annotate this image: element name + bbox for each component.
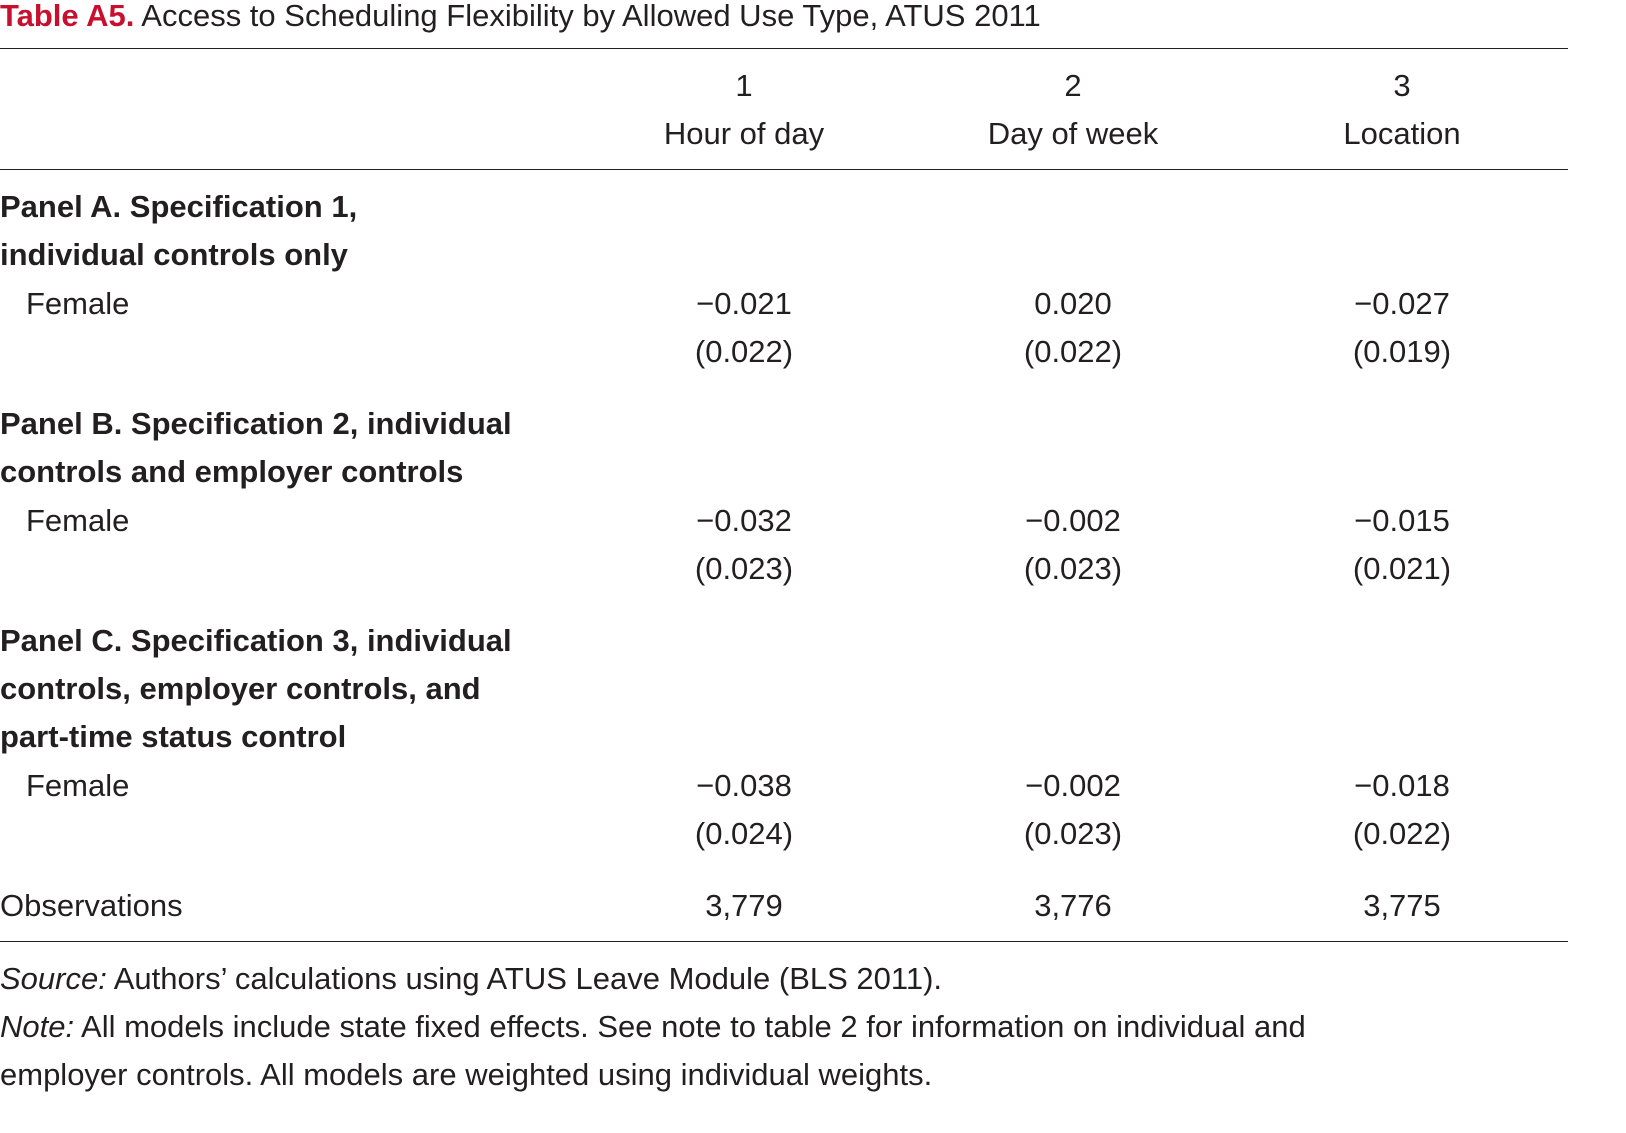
panel-b-se-3: (0.021) [1352, 551, 1452, 586]
table-title-label: Table A5. [0, 0, 135, 33]
observations-1: 3,779 [705, 888, 783, 923]
observations-2: 3,776 [1034, 888, 1112, 923]
observations-label: Observations [0, 888, 183, 923]
observations-3: 3,775 [1363, 888, 1441, 923]
source-note-text: Authors’ calculations using ATUS Leave Module (BLS 2011). [106, 961, 943, 996]
panel-a-se-3: (0.019) [1352, 334, 1452, 369]
column-1-number: 1 [735, 68, 753, 103]
column-2-number: 2 [1064, 68, 1082, 103]
panel-c-heading-line-3: part-time status control [0, 719, 347, 754]
general-note-line-2: employer controls. All models are weighted using individual weights. [0, 1057, 933, 1092]
panel-c-coef-3: −0.018 [1354, 768, 1450, 803]
panel-b-coef-1: −0.032 [696, 503, 792, 538]
panel-a-heading [0, 183, 600, 279]
panel-c-coef-2: −0.002 [1025, 768, 1121, 803]
panel-c-heading-line-2: controls, employer controls, and [0, 671, 481, 706]
panel-a-row-label: Female [26, 286, 130, 321]
panel-c-se-2: (0.023) [1023, 816, 1123, 851]
panel-a-coef-2: 0.020 [1034, 286, 1112, 321]
panel-b-coef-3: −0.015 [1354, 503, 1450, 538]
panel-c-row-label: Female [26, 768, 130, 803]
column-3-header: Location [1343, 116, 1461, 151]
general-note [0, 1003, 1306, 1051]
source-note [0, 955, 942, 1003]
panel-a-coef-1: −0.021 [696, 286, 792, 321]
panel-b-coef-2: −0.002 [1025, 503, 1121, 538]
table-title-text: Access to Scheduling Flexibility by Allowed Use Type, ATUS 2011 [141, 0, 1041, 33]
panel-c-heading-line-1: Panel C. Specification 3, individual [0, 623, 512, 658]
panel-b-heading [0, 400, 600, 496]
panel-b-row-label: Female [26, 503, 130, 538]
general-note-text-line-1: All models include state fixed effects. See note to table 2 for information on individual and [74, 1009, 1306, 1044]
panel-a-se-2: (0.022) [1023, 334, 1123, 369]
panel-b-heading-line-1: Panel B. Specification 2, individual [0, 406, 512, 441]
panel-a-se-1: (0.022) [694, 334, 794, 369]
panel-c-coef-1: −0.038 [696, 768, 792, 803]
panel-c-heading [0, 617, 600, 761]
panel-a-heading-line-2: individual controls only [0, 237, 348, 272]
column-3-number: 3 [1393, 68, 1411, 103]
source-note-label: Source: [0, 961, 107, 996]
panel-b-heading-line-2: controls and employer controls [0, 454, 464, 489]
header-rule [0, 169, 1568, 170]
panel-b-se-2: (0.023) [1023, 551, 1123, 586]
top-rule [0, 48, 1568, 49]
panel-a-heading-line-1: Panel A. Specification 1, [0, 189, 358, 224]
table-title [0, 0, 1041, 38]
panel-c-se-3: (0.022) [1352, 816, 1452, 851]
column-2-header: Day of week [987, 116, 1159, 151]
panel-a-coef-3: −0.027 [1354, 286, 1450, 321]
general-note-label: Note: [0, 1009, 75, 1044]
bottom-rule [0, 941, 1568, 942]
panel-b-se-1: (0.023) [694, 551, 794, 586]
column-1-header: Hour of day [663, 116, 825, 151]
panel-c-se-1: (0.024) [694, 816, 794, 851]
